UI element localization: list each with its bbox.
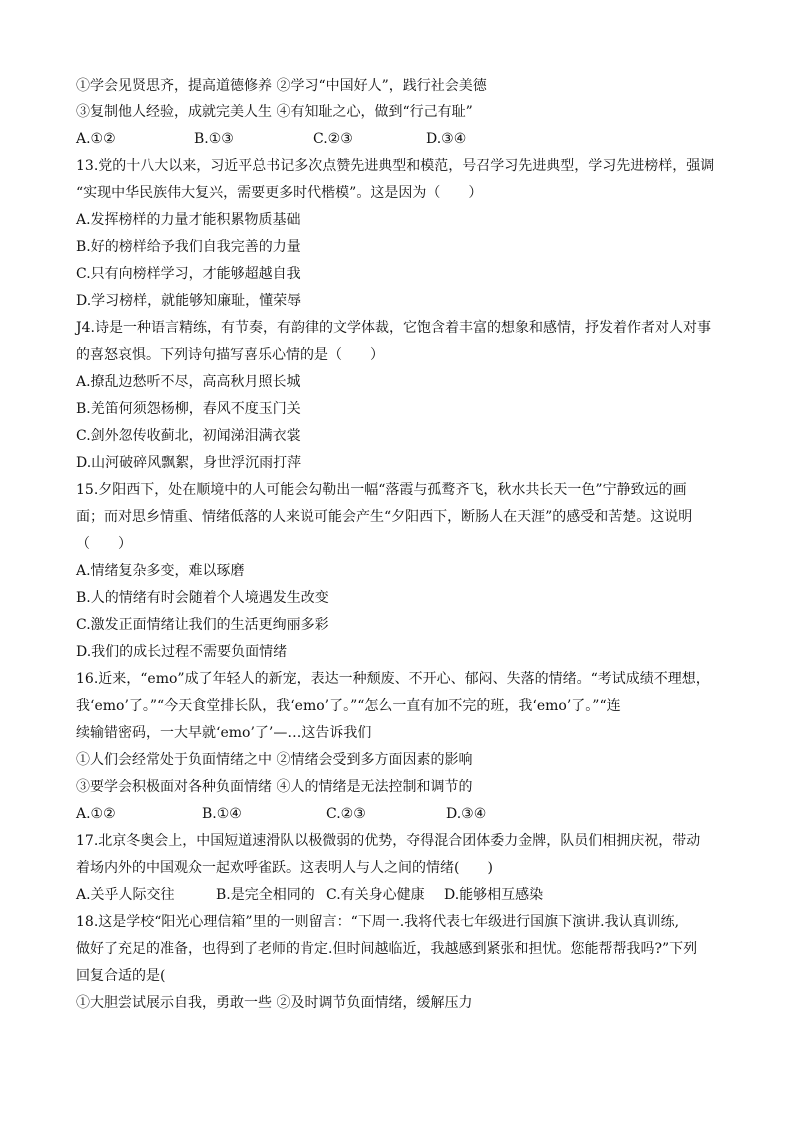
q15-option-c: C.激发正面情绪让我们的生活更绚丽多彩 — [76, 617, 329, 633]
q13-option-a: A.发挥榜样的力量才能积累物质基础 — [76, 212, 301, 228]
q12-option-d: D.③④ — [426, 131, 467, 147]
q17-option-c: C.有关身心健康 — [326, 887, 425, 903]
q16-option-a: A.①② — [76, 806, 116, 822]
q18-stem-line-2: 做好了充足的准备，也得到了老师的肯定.但时间越临近，我越感到紧张和担忧。您能帮帮我吗?”下列 — [76, 941, 698, 957]
q14-option-a: A.撩乱边愁听不尽，高高秋月照长城 — [76, 374, 301, 390]
q18-statements-1-2: ①大胆尝试展示自我，勇敢一些 ②及时调节负面情绪，缓解压力 — [76, 995, 473, 1011]
q17-option-d: D.能够相互感染 — [444, 887, 544, 903]
q16-option-c: C.②③ — [326, 806, 366, 822]
q16-stem-line-1: 16.近来，“emo”成了年轻人的新宠，表达一种颓废、不开心、郁闷、失落的情绪。“考试成绩不理想， — [76, 671, 710, 687]
q12-statements-3-4: ③复制他人经验，成就完美人生 ④有知耻之心，做到“行己有耻” — [76, 104, 473, 120]
q12-option-b: B.①③ — [194, 131, 234, 147]
q15-option-b: B.人的情绪有时会随着个人境遇发生改变 — [76, 590, 329, 606]
q14-option-c: C.剑外忽传收蓟北，初闻涕泪满衣裳 — [76, 428, 301, 444]
q15-option-a: A.情绪复杂多变，难以琢磨 — [76, 563, 245, 579]
q15-stem-line-2: 面；而对思乡情重、情绪低落的人来说可能会产生“夕阳西下，断肠人在天涯”的感受和苦楚。这说明 — [76, 509, 693, 525]
q12-statements-1-2: ①学会见贤思齐，提高道德修养 ②学习“中国好人”，践行社会美德 — [76, 78, 487, 94]
q12-option-a: A.①② — [76, 131, 116, 147]
q15-stem-line-3: （ ） — [76, 536, 132, 552]
q16-options — [76, 804, 726, 824]
q13-stem-line-1: 13.党的十八大以来，习近平总书记多次点赞先进典型和模范，号召学习先进典型，学习先进榜样，强调 — [76, 158, 715, 174]
q16-stem-line-3: 续输错密码，一大早就‘emo’了’—…这告诉我们 — [76, 725, 372, 741]
q16-statements-3-4: ③要学会积极面对各种负面情绪 ④人的情绪是无法控制和调节的 — [76, 779, 473, 795]
q14-stem-line-2: 的喜怒哀惧。下列诗句描写喜乐心情的是（ ） — [76, 347, 384, 363]
q17-options — [76, 885, 726, 905]
q15-option-d: D.我们的成长过程不需要负面情绪 — [76, 644, 288, 660]
q14-stem-line-1: J4.诗是一种语言精练，有节奏，有韵律的文学体裁，它饱含着丰富的想象和感情，抒发着作者对人对事 — [76, 320, 711, 336]
q17-option-a: A.关乎人际交往 — [76, 887, 175, 903]
q18-stem-line-3: 回复合适的是( — [76, 968, 166, 984]
q13-option-d: D.学习榜样，就能够知廉耻，懂荣辱 — [76, 293, 302, 309]
q16-option-d: D.③④ — [446, 806, 487, 822]
q12-options — [76, 129, 726, 149]
q15-stem-line-1: 15.夕阳西下，处在顺境中的人可能会勾勒出一幅“落霞与孤鹜齐飞，秋水共长天一色”宁静致远的画 — [76, 482, 687, 498]
q14-option-b: B.羌笛何须怨杨柳，春风不度玉门关 — [76, 401, 301, 417]
q13-option-c: C.只有向榜样学习，才能够超越自我 — [76, 266, 301, 282]
q16-statements-1-2: ①人们会经常处于负面情绪之中 ②情绪会受到多方面因素的影响 — [76, 752, 473, 768]
q18-stem-line-1: 18.这是学校“阳光心理信箱”里的一则留言：“下周一.我将代表七年级进行国旗下演讲.我认真训练, — [76, 914, 680, 930]
q17-option-b: B.是完全相同的 — [216, 887, 315, 903]
q16-option-b: B.①④ — [202, 806, 242, 822]
q17-stem-line-1: 17.北京冬奥会上，中国短道速滑队以极微弱的优势，夺得混合团体委力金牌，队员们相拥庆祝，带动 — [76, 833, 701, 849]
q16-stem-line-2: 我‘emo’了。”“今天食堂排长队，我‘emo’了。”“怎么一直有加不完的班，我‘emo’了。”“连 — [76, 698, 621, 714]
q13-stem-line-2: “实现中华民族伟大复兴，需要更多时代楷模”。这是因为（ ） — [76, 185, 483, 201]
q14-option-d: D.山河破碎风飘絮，身世浮沉雨打萍 — [76, 455, 302, 471]
q13-option-b: B.好的榜样给予我们自我完善的力量 — [76, 239, 301, 255]
q12-option-c: C.②③ — [313, 131, 353, 147]
q17-stem-line-2: 着场内外的中国观众一起欢呼雀跃。这表明人与人之间的情绪( ) — [76, 860, 493, 876]
